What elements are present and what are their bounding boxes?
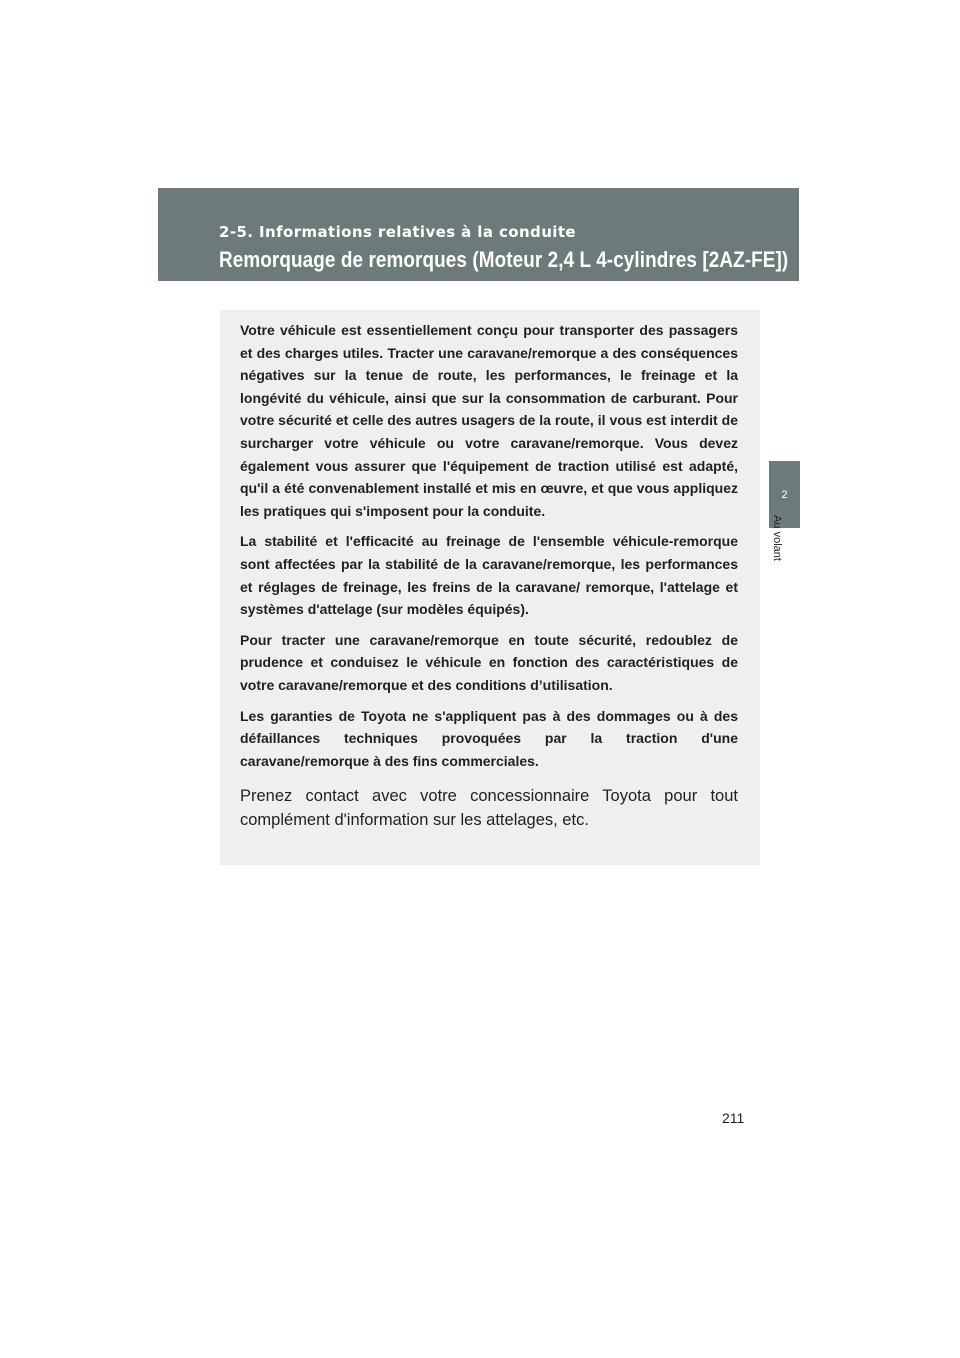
paragraph-contact: Prenez contact avec votre concessionnaire Toyota pour tout complément d'information sur les attelages, etc. xyxy=(240,787,738,830)
page-title: Remorquage de remorques (Moteur 2,4 L 4-cylindres [2AZ-FE]) xyxy=(219,247,789,272)
chapter-number: 2 xyxy=(781,489,788,501)
content-box xyxy=(220,310,760,865)
section-header xyxy=(158,188,799,281)
content-body xyxy=(240,319,738,840)
paragraph-stability: La stabilité et l'efficacité au freinage de l'ensemble véhicule-remorque sont affectées par la stabilité de la caravane/remorque, les performances et réglages de freinage, les freins de la caravane/ remorque, l'attelage et systèmes d'attelage (sur modèles équipés). xyxy=(240,533,738,618)
paragraph-safety: Pour tracter une caravane/remorque en toute sécurité, redoublez de prudence et conduisez le véhicule en fonction des caractéristiques de votre caravane/remorque et des conditions d’utilisation. xyxy=(240,631,738,693)
page-number: 211 xyxy=(722,1110,745,1126)
chapter-name: Au volant xyxy=(771,515,783,561)
paragraph-intro: Votre véhicule est essentiellement conçu pour transporter des passagers et des charges utiles. Tracter une caravane/remorque a des conséquences négatives sur la tenue de route, les performances, le freinage et la longévité du véhicule, ainsi que sur la consommation de carburant. Pour votre sécurité et celle des autres usagers de la route, il vous est interdit de surcharger votre véhicule ou votre caravane/remorque. Vous devez également vous assurer que l'équipement de traction utilisé est adapté, qu'il a été convenablement installé et mis en œuvre, et que vous appliquez les pratiques qui s'imposent pour la conduite. xyxy=(240,322,738,519)
section-label: 2-5. Informations relatives à la conduite xyxy=(219,223,576,241)
paragraph-warranty: Les garanties de Toyota ne s'appliquent pas à des dommages ou à des défaillances techniques provoquées par la traction d'une caravane/remorque à des fins commerciales. xyxy=(240,707,738,769)
